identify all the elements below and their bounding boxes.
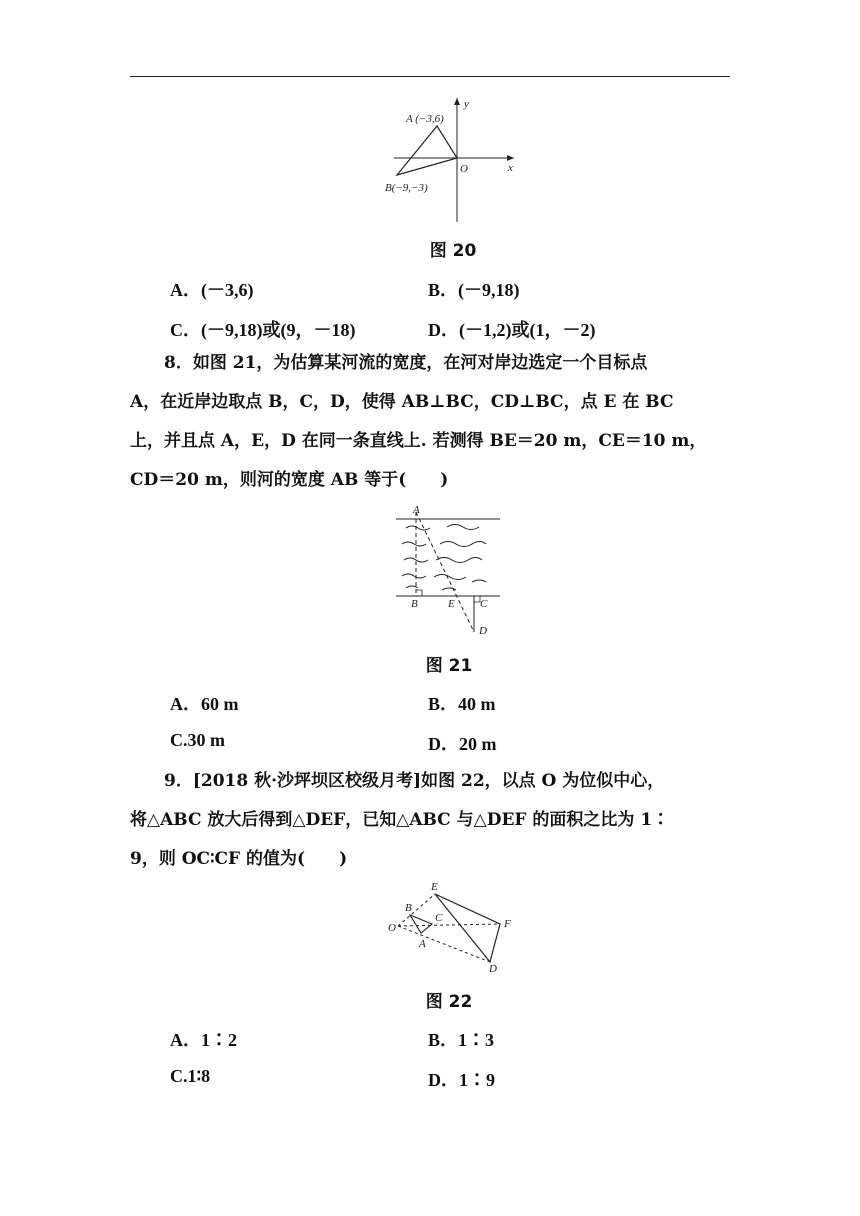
fig22-label-c: C (435, 912, 443, 924)
q9-option-d[interactable]: D．1∶9 (428, 1070, 495, 1090)
q8-line-4: CD＝20 m，则河的宽度 AB 等于( ) (130, 470, 449, 490)
q9-line-3: 9，则 OC∶CF 的值为( ) (130, 849, 348, 869)
fig22-label-e: E (431, 881, 438, 893)
q8-option-c[interactable]: C.30 m (170, 730, 225, 750)
q7-option-c[interactable]: C．(－9,18)或(9，－18) (170, 320, 356, 340)
fig22-label-f: F (504, 918, 511, 930)
fig21-label-d: D (479, 625, 487, 637)
q8-line-1: 8．如图 21，为估算某河流的宽度，在河对岸边选定一个目标点 (164, 353, 648, 373)
q8-option-b[interactable]: B．40 m (428, 694, 496, 714)
q7-option-a[interactable]: A．(－3,6) (170, 280, 254, 300)
figure-22-caption: 图 22 (425, 992, 473, 1012)
fig20-label-a: A (−3,6) (406, 113, 444, 125)
figure-22 (380, 876, 520, 981)
q8-line-2: A，在近岸边取点 B，C，D，使得 AB⊥BC，CD⊥BC，点 E 在 BC (130, 392, 674, 412)
q8-stem (130, 344, 736, 500)
q9-option-b[interactable]: B．1∶3 (428, 1030, 495, 1050)
fig20-label-x: x (508, 162, 513, 174)
q8-option-d[interactable]: D．20 m (428, 734, 497, 754)
fig22-label-a: A (419, 938, 426, 950)
fig21-label-a: A (413, 504, 420, 516)
fig21-label-b: B (411, 598, 418, 610)
q8-option-a[interactable]: A．60 m (170, 694, 239, 714)
fig21-label-e: E (448, 598, 455, 610)
fig22-label-o: O (388, 922, 396, 934)
fig20-label-y: y (464, 98, 469, 110)
figure-20-caption: 图 20 (429, 241, 477, 261)
fig21-label-c: C (480, 598, 488, 610)
q9-option-c[interactable]: C.1∶8 (170, 1066, 211, 1086)
q9-line-1: 9．[2018 秋·沙坪坝区校级月考]如图 22，以点 O 为位似中心， (164, 771, 665, 791)
header-rule (130, 76, 730, 77)
fig20-label-o: O (460, 163, 468, 175)
q9-stem (130, 762, 736, 879)
q9-line-2: 将△ABC 放大后得到△DEF，已知△ABC 与△DEF 的面积之比为 1∶ (130, 810, 670, 830)
fig20-label-b: B(−9,−3) (385, 182, 428, 194)
q9-option-a[interactable]: A．1∶2 (170, 1030, 237, 1050)
figure-20 (380, 92, 530, 227)
q8-line-3: 上，并且点 A，E，D 在同一条直线上. 若测得 BE＝20 m，CE＝10 m， (130, 431, 707, 451)
fig22-label-d: D (489, 963, 497, 975)
fig22-label-b: B (405, 902, 412, 914)
figure-21 (392, 502, 504, 642)
q7-option-b[interactable]: B．(－9,18) (428, 280, 520, 300)
figure-21-caption: 图 21 (425, 656, 473, 676)
q7-option-d[interactable]: D．(－1,2)或(1，－2) (428, 320, 596, 340)
